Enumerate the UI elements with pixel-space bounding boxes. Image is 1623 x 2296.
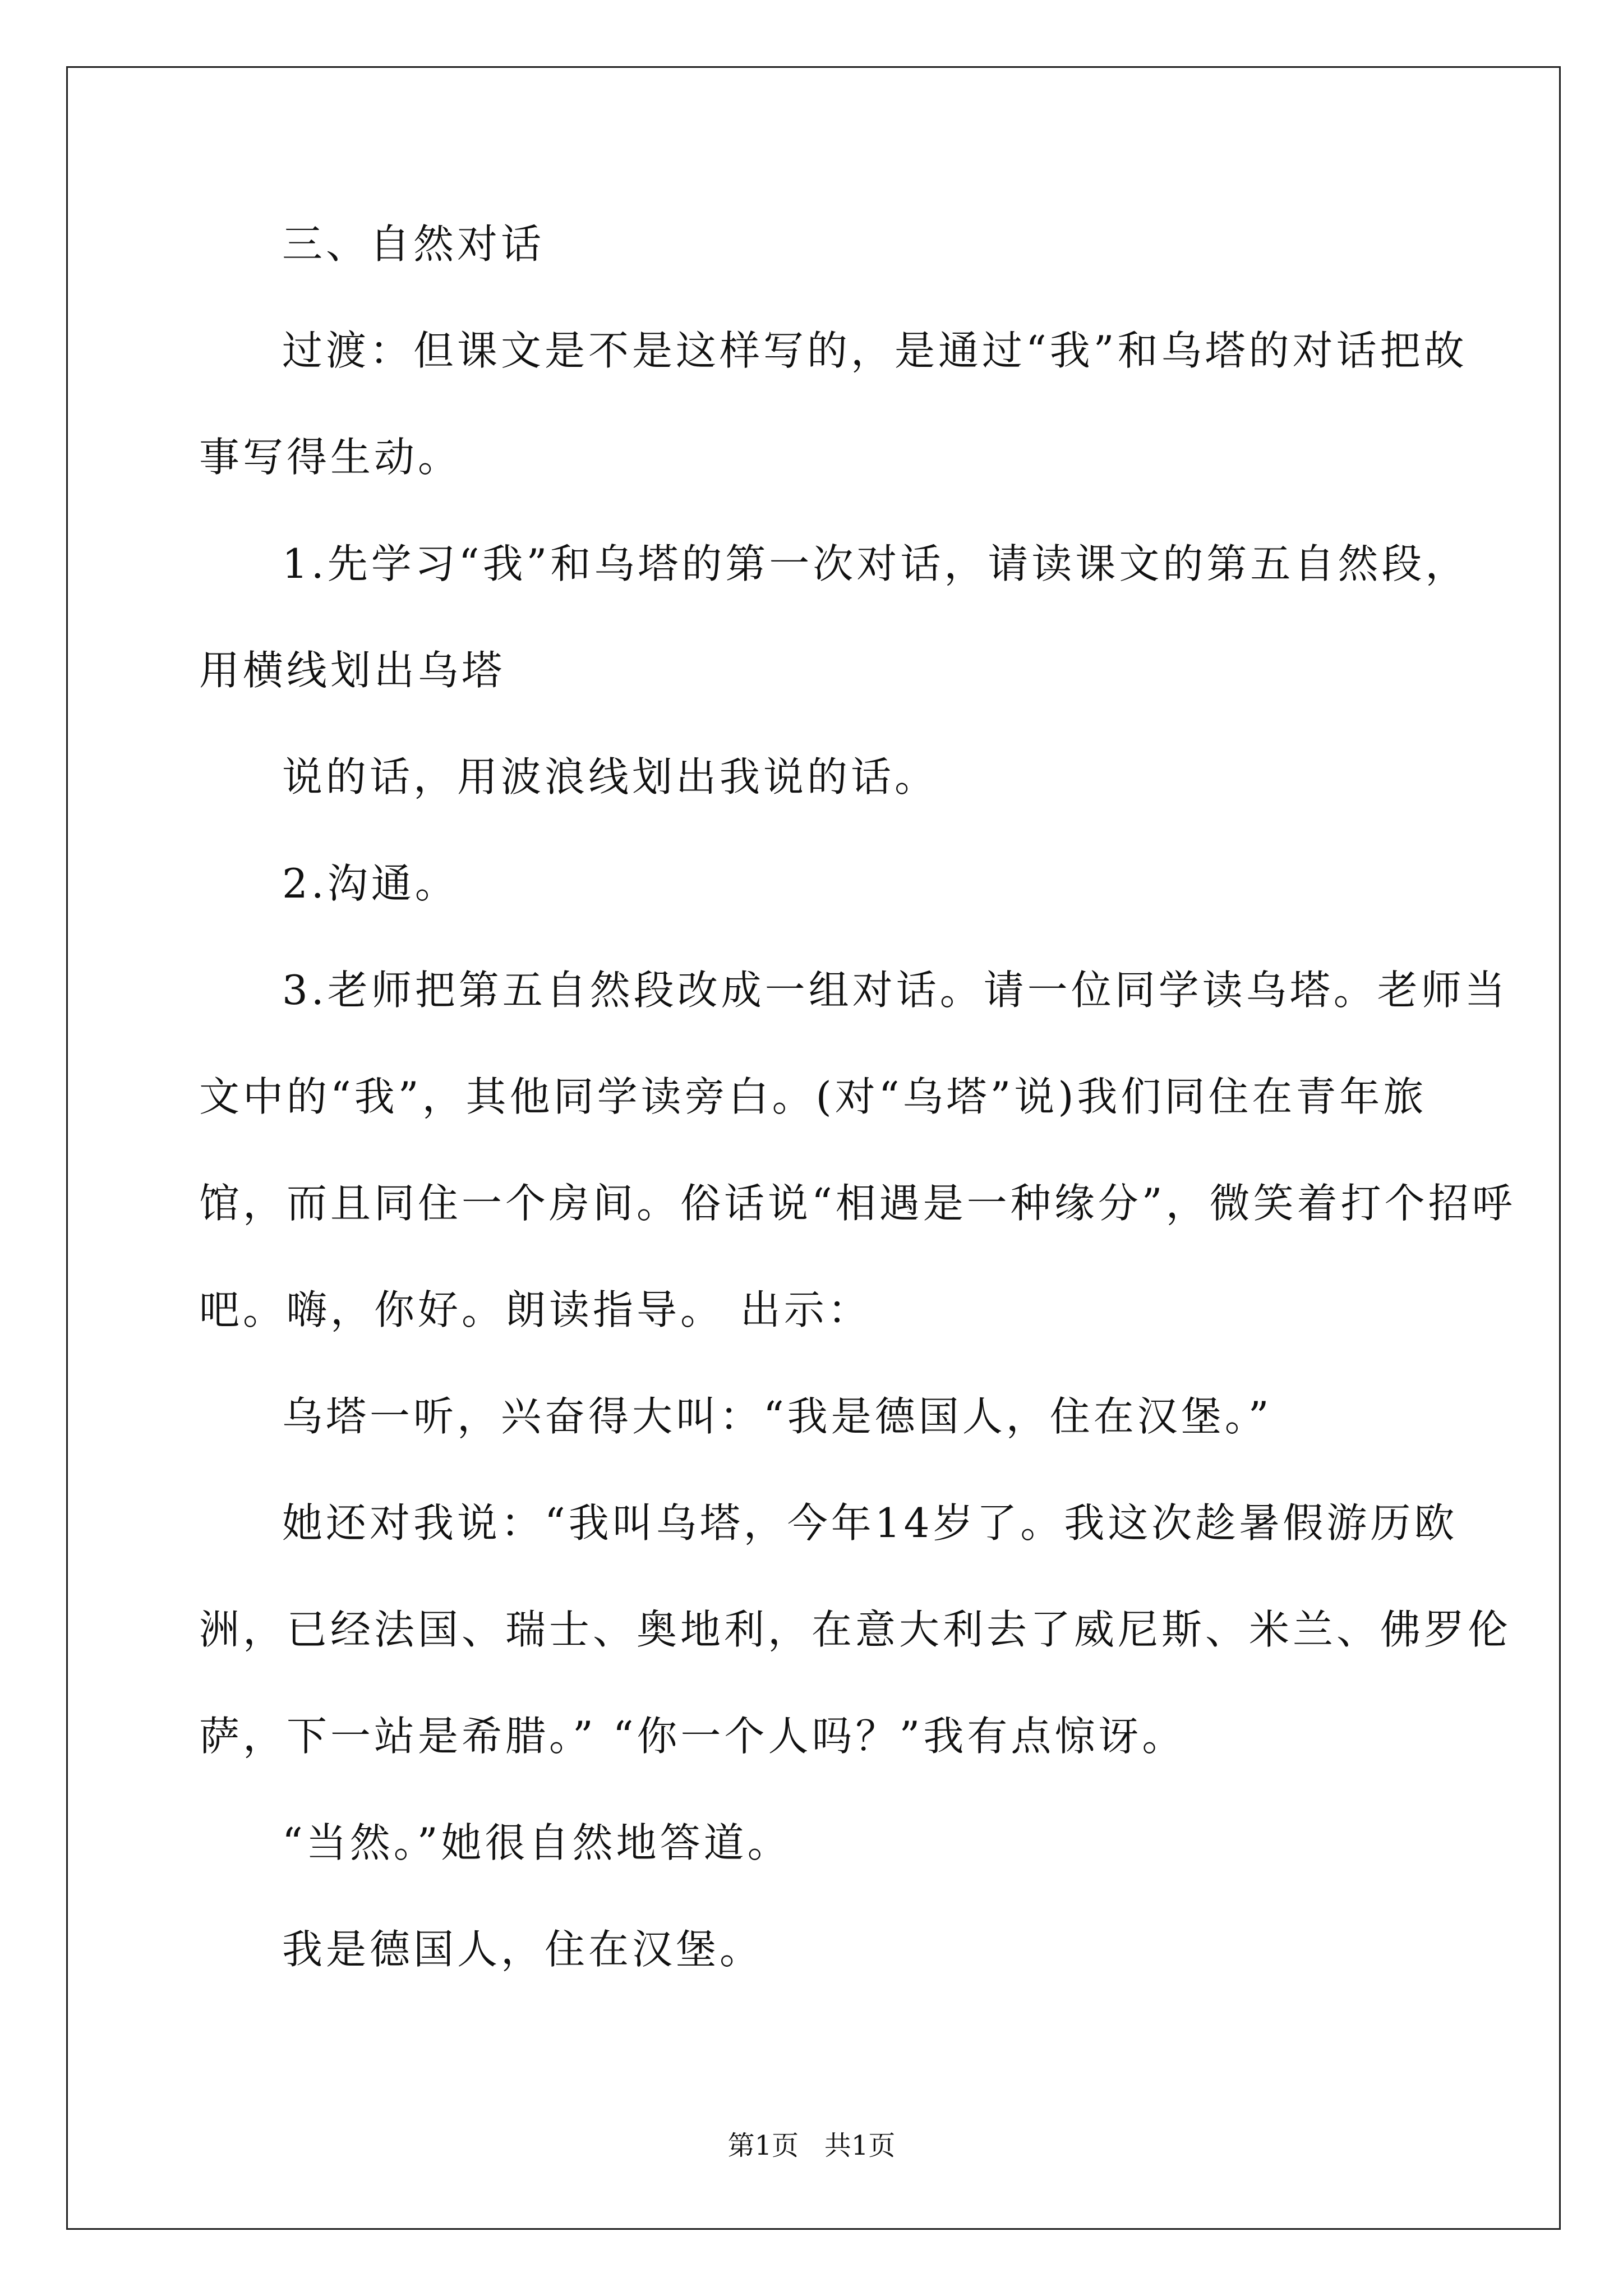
- paragraph-line: 3.老师把第五自然段改成一组对话。请一位同学读乌塔。老师当: [282, 967, 1509, 1014]
- paragraph-line: 她还对我说：“我叫乌塔，今年14岁了。我这次趁暑假游历欧: [282, 1499, 1458, 1547]
- paragraph-line: 事写得生动。: [199, 434, 462, 481]
- page-border: [66, 66, 1561, 2230]
- paragraph-line: 馆，而且同住一个房间。俗话说“相遇是一种缘分”，微笑着打个招呼: [199, 1180, 1516, 1227]
- paragraph-line: 用横线划出乌塔: [199, 647, 506, 694]
- section-heading: 三、自然对话: [282, 220, 545, 268]
- paragraph-line: 洲，已经法国、瑞士、奥地利，在意大利去了威尼斯、米兰、佛罗伦: [199, 1606, 1512, 1653]
- paragraph-line: 乌塔一听，兴奋得大叫：“我是德国人，住在汉堡。”: [282, 1393, 1272, 1440]
- paragraph-line: 2.沟通。: [282, 860, 459, 907]
- paragraph-line: 说的话，用波浪线划出我说的话。: [282, 753, 939, 800]
- paragraph-line: 过渡：但课文是不是这样写的，是通过“我”和乌塔的对话把故: [282, 327, 1468, 374]
- paragraph-line: 吧。嗨，你好。朗读指导。 出示：: [199, 1286, 872, 1333]
- paragraph-line: 萨，下一站是希腊。” “你一个人吗？”我有点惊讶。: [199, 1713, 1186, 1760]
- page-number-footer: 第1页 共1页: [727, 2130, 896, 2161]
- paragraph-line: “当然。”她很自然地答道。: [282, 1819, 791, 1866]
- paragraph-line: 1.先学习“我”和乌塔的第一次对话，请读课文的第五自然段，: [282, 540, 1469, 587]
- paragraph-line: 我是德国人，住在汉堡。: [282, 1926, 764, 1973]
- paragraph-line: 文中的“我”，其他同学读旁白。(对“乌塔”说)我们同住在青年旅: [199, 1073, 1427, 1120]
